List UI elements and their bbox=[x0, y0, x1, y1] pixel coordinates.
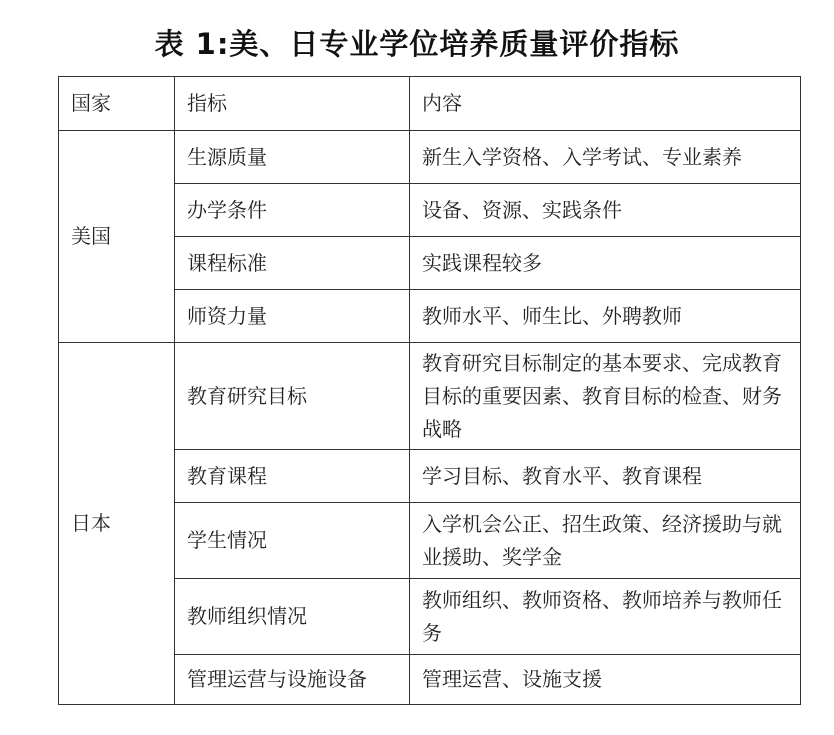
content-cell: 实践课程较多 bbox=[410, 237, 801, 290]
indicator-cell: 办学条件 bbox=[175, 184, 410, 237]
indicator-cell: 课程标准 bbox=[175, 237, 410, 290]
content-cell: 入学机会公正、招生政策、经济援助与就业援助、奖学金 bbox=[410, 503, 801, 579]
indicator-cell: 教师组织情况 bbox=[175, 579, 410, 655]
header-country: 国家 bbox=[59, 77, 175, 131]
content-cell: 学习目标、教育水平、教育课程 bbox=[410, 450, 801, 503]
table-caption: 表 1:美、日专业学位培养质量评价指标 bbox=[154, 27, 680, 61]
indicator-cell: 教育课程 bbox=[175, 450, 410, 503]
content-cell: 新生入学资格、入学考试、专业素养 bbox=[410, 131, 801, 184]
indicator-cell: 师资力量 bbox=[175, 290, 410, 343]
content-cell: 教育研究目标制定的基本要求、完成教育目标的重要因素、教育目标的检查、财务战略 bbox=[410, 343, 801, 450]
content-cell: 教师水平、师生比、外聘教师 bbox=[410, 290, 801, 343]
country-cell-us: 美国 bbox=[59, 131, 175, 343]
evaluation-table bbox=[58, 76, 801, 705]
indicator-cell: 管理运营与设施设备 bbox=[175, 655, 410, 705]
country-cell-japan: 日本 bbox=[59, 343, 175, 705]
table-row bbox=[59, 131, 801, 184]
indicator-cell: 学生情况 bbox=[175, 503, 410, 579]
content-cell: 管理运营、设施支援 bbox=[410, 655, 801, 705]
table-row bbox=[59, 343, 801, 450]
header-content: 内容 bbox=[410, 77, 801, 131]
content-cell: 设备、资源、实践条件 bbox=[410, 184, 801, 237]
table-header-row bbox=[59, 77, 801, 131]
header-indicator: 指标 bbox=[175, 77, 410, 131]
content-cell: 教师组织、教师资格、教师培养与教师任务 bbox=[410, 579, 801, 655]
indicator-cell: 生源质量 bbox=[175, 131, 410, 184]
indicator-cell: 教育研究目标 bbox=[175, 343, 410, 450]
